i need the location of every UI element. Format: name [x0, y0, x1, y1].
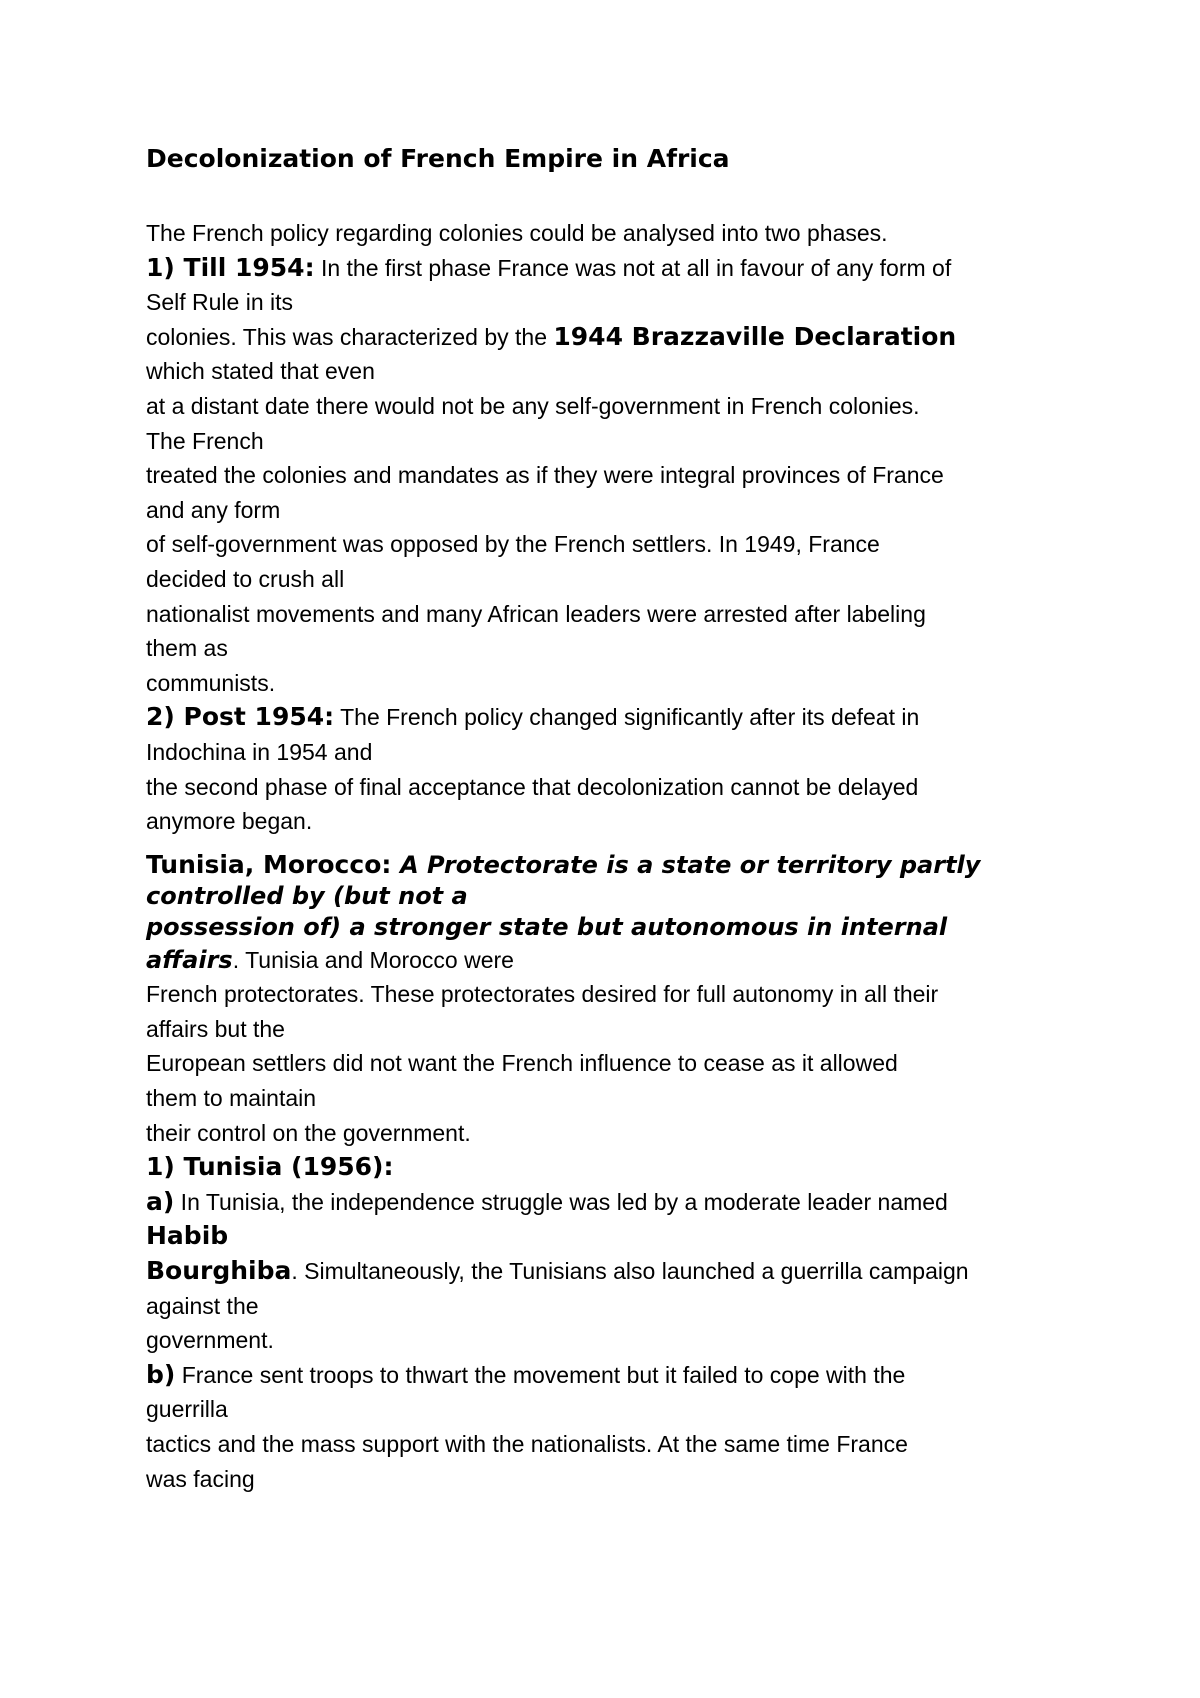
leader-name: Bourghiba — [146, 1256, 292, 1286]
point-a-line — [146, 1185, 1086, 1220]
text-line: nationalist movements and many African leaders were arrested after labeling — [146, 600, 926, 627]
definition-run: controlled by (but not a — [146, 881, 468, 910]
text-run: The French policy changed significantly after its defeat in — [334, 704, 920, 731]
text-line: against the — [146, 1292, 259, 1319]
text-line: which stated that even — [146, 358, 375, 385]
text-line: of self-government was opposed by the French settlers. In 1949, France — [146, 531, 880, 558]
protectorate-definition: A Protectorate is a state or territory partly — [400, 850, 981, 879]
text-line: anymore began. — [146, 808, 313, 835]
tunisia-heading: 1) Tunisia (1956): — [146, 1152, 394, 1182]
tunisia-morocco-label: Tunisia, Morocco: — [146, 849, 401, 879]
leader-name: Habib — [146, 1221, 229, 1251]
text-line: guerrilla — [146, 1396, 228, 1423]
phase2-line — [146, 700, 1086, 735]
text-run: colonies. This was characterized by the — [146, 323, 554, 350]
document-body — [146, 130, 1086, 1496]
text-line: treated the colonies and mandates as if they were integral provinces of France — [146, 462, 944, 489]
text-run: In Tunisia, the independence struggle was led by a moderate leader named — [174, 1188, 948, 1215]
definition-run: affairs — [146, 945, 233, 974]
text-line: at a distant date there would not be any self-government in French colonies. — [146, 392, 920, 419]
phase2-label: 2) Post 1954: — [146, 702, 335, 732]
text-line: communists. — [146, 669, 276, 696]
text-line — [146, 1254, 1086, 1289]
text-line: Self Rule in its — [146, 289, 294, 316]
text-line: them as — [146, 635, 228, 662]
text-line — [146, 1219, 1086, 1254]
spacer — [146, 839, 1086, 849]
protectorate-definition-line — [146, 849, 1086, 881]
text-line: affairs but the — [146, 1015, 285, 1042]
text-line: tactics and the mass support with the nationalists. At the same time France — [146, 1431, 908, 1457]
brazzaville-declaration: 1944 Brazzaville Declaration — [553, 321, 957, 351]
text-line: decided to crush all — [146, 565, 345, 592]
text-line — [146, 943, 1086, 978]
definition-line — [146, 912, 1086, 943]
point-b-line — [146, 1358, 1086, 1393]
text-line: was facing — [146, 1465, 255, 1492]
point-b-label: b) — [146, 1359, 176, 1389]
text-run: . Simultaneously, the Tunisians also launched a guerrilla campaign — [291, 1258, 969, 1285]
text-run: France sent troops to thwart the movement but it failed to cope with the — [175, 1361, 906, 1388]
definition-line — [146, 881, 1086, 912]
text-line: and any form — [146, 496, 281, 523]
text-line: the second phase of final acceptance that decolonization cannot be delayed — [146, 773, 919, 800]
phase1-label: 1) Till 1954: — [146, 252, 315, 282]
definition-run: possession of) a stronger state but autonomous in internal — [146, 912, 948, 941]
phase1-line — [146, 251, 1086, 286]
text-line — [146, 320, 1086, 355]
text-line: government. — [146, 1327, 274, 1354]
text-line: them to maintain — [146, 1085, 317, 1112]
intro-line: The French policy regarding colonies could be analysed into two phases. — [146, 220, 888, 246]
text-line: The French — [146, 427, 264, 454]
point-a-label: a) — [146, 1186, 175, 1216]
text-run: . Tunisia and Morocco were — [232, 946, 514, 973]
text-line: their control on the government. — [146, 1119, 471, 1146]
text-run: In the first phase France was not at all in favour of any form of — [314, 254, 952, 281]
text-line: Indochina in 1954 and — [146, 738, 373, 765]
page-title: Decolonization of French Empire in Africa — [146, 144, 730, 173]
tunisia-heading-line — [146, 1150, 1086, 1185]
text-line: French protectorates. These protectorates desired for full autonomy in all their — [146, 981, 939, 1008]
text-line: European settlers did not want the French influence to cease as it allowed — [146, 1050, 898, 1077]
